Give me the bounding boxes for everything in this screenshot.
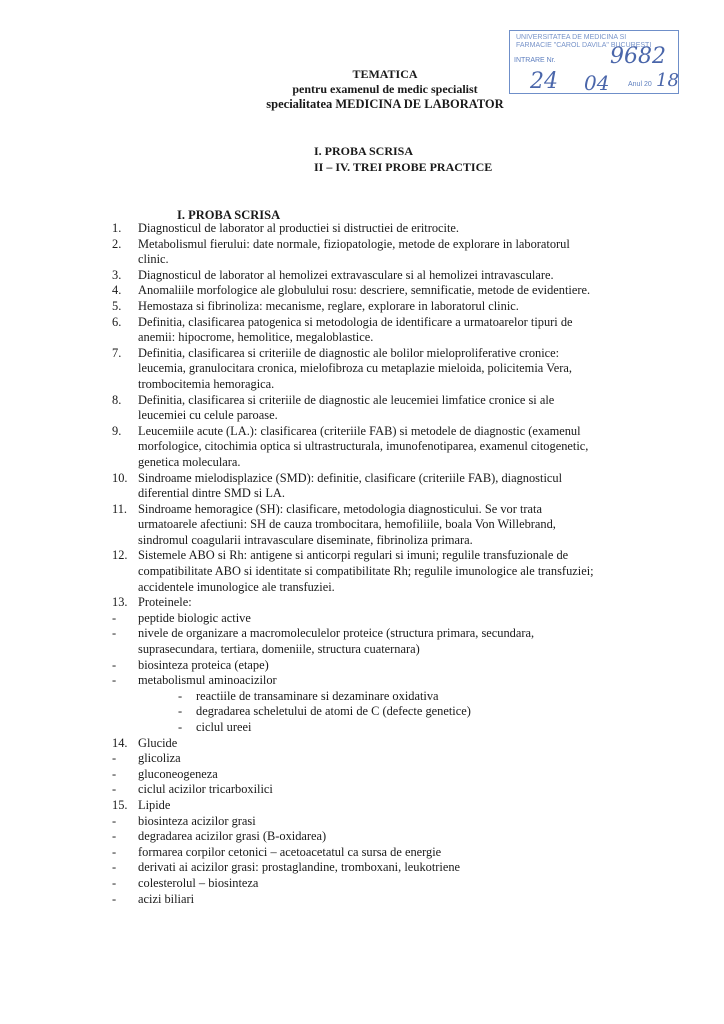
dash-marker: - bbox=[112, 751, 117, 766]
item-number: 10. bbox=[112, 470, 128, 485]
item-number: 6. bbox=[112, 314, 122, 329]
item-text: compatibilitate ABO si identitate si compatibilitate Rh; regulile imunologice ale transfuziei; bbox=[138, 564, 594, 579]
dash-marker: - bbox=[178, 720, 183, 734]
dash-marker: - bbox=[112, 844, 117, 859]
list-item bbox=[112, 283, 672, 299]
item-number: 2. bbox=[112, 236, 122, 251]
dash-marker: - bbox=[112, 875, 117, 890]
list-item bbox=[112, 595, 672, 611]
item-number: 14. bbox=[112, 735, 128, 750]
item-text: Lipide bbox=[138, 797, 171, 812]
item-number: 7. bbox=[112, 345, 122, 360]
dash-marker: - bbox=[112, 891, 117, 906]
bullet-item bbox=[112, 767, 672, 783]
bullet-text: acizi biliari bbox=[138, 891, 195, 906]
bullet-item bbox=[112, 658, 672, 674]
bullet-text: metabolismul aminoacizilor bbox=[138, 673, 277, 688]
document-subtitle: pentru examenul de medic specialist bbox=[292, 82, 478, 96]
stamp-institution-line1: UNIVERSITATEA DE MEDICINA SI bbox=[516, 34, 627, 41]
item-text: urmatoarele afectiuni: SH de cauza trombocitara, hemofiliile, boala Von Willebrand, bbox=[138, 517, 556, 532]
item-number: 12. bbox=[112, 548, 128, 563]
dash-marker: - bbox=[178, 704, 183, 719]
item-text: diferential dintre SMD si LA. bbox=[138, 486, 285, 501]
list-item bbox=[112, 736, 672, 752]
item-number: 15. bbox=[112, 797, 128, 812]
bullet-item bbox=[112, 751, 672, 767]
item-text: trombocitemia hemoragica. bbox=[138, 376, 275, 391]
sub-bullet-item bbox=[112, 704, 672, 720]
item-number: 13. bbox=[112, 595, 128, 610]
stamp-month: 04 bbox=[584, 71, 610, 95]
bullet-text: degradarea scheletului de atomi de C (defecte genetice) bbox=[196, 704, 471, 719]
bullet-text: ciclul ureei bbox=[196, 720, 252, 734]
item-text: Metabolismul fierului: date normale, fiziopatologie, metode de explorare in laboratorul bbox=[138, 236, 570, 251]
list-item bbox=[112, 221, 672, 237]
item-text: Sindroame mielodisplazice (SMD): definitie, clasificare (criteriile FAB), diagnosticul bbox=[138, 470, 563, 485]
list-item bbox=[112, 315, 672, 346]
topic-list bbox=[112, 221, 672, 907]
item-number: 8. bbox=[112, 392, 122, 407]
item-number: 9. bbox=[112, 423, 122, 438]
list-item bbox=[112, 346, 672, 393]
item-text: Diagnosticul de laborator al productiei si distructiei de eritrocite. bbox=[138, 221, 460, 235]
dash-marker: - bbox=[112, 626, 117, 641]
dash-marker: - bbox=[112, 673, 117, 688]
item-text: leucemiei cu celule paroase. bbox=[138, 408, 278, 423]
bullet-text: biosinteza acizilor grasi bbox=[138, 813, 256, 828]
item-text: sindromul coagularii intravasculare diseminate, fibrinoliza primara. bbox=[138, 532, 473, 547]
section-title: I. PROBA SCRISA bbox=[177, 208, 281, 222]
sub-bullet-item bbox=[112, 689, 672, 705]
bullet-text: glicoliza bbox=[138, 751, 181, 766]
dash-marker: - bbox=[112, 813, 117, 828]
bullet-text: degradarea acizilor grasi (B-oxidarea) bbox=[138, 829, 327, 844]
list-item bbox=[112, 502, 672, 549]
bullet-item bbox=[112, 860, 672, 876]
stamp-registration-number: 9682 bbox=[610, 44, 666, 69]
bullet-text: peptide biologic active bbox=[138, 610, 251, 625]
bullet-item bbox=[112, 782, 672, 798]
dash-marker: - bbox=[112, 657, 117, 672]
bullet-item bbox=[112, 611, 672, 627]
item-number: 3. bbox=[112, 267, 122, 282]
bullet-text: gluconeogeneza bbox=[138, 766, 218, 781]
item-text: Definitia, clasificarea si criteriile de diagnostic ale leucemiei limfatice cronice si ale bbox=[138, 392, 555, 407]
stamp-year-label: Anul 20 bbox=[628, 81, 652, 88]
item-text: leucemia, granulocitara cronica, mielofibroza cu metaplazie mieloida, policitemia Vera, bbox=[138, 361, 572, 376]
bullet-text: formarea corpilor cetonici – acetoacetatul ca sursa de energie bbox=[138, 844, 442, 859]
item-text: Anomaliile morfologice ale globulului rosu: descriere, semnificatie, metode de evidentiere. bbox=[138, 283, 591, 298]
bullet-text: ciclul acizilor tricarboxilici bbox=[138, 782, 273, 797]
list-item bbox=[112, 424, 672, 471]
list-item bbox=[112, 299, 672, 315]
dash-marker: - bbox=[112, 766, 117, 781]
bullet-text: derivati ai acizilor grasi: prostaglandine, tromboxani, leukotriene bbox=[138, 860, 461, 875]
item-text: Definitia, clasificarea si criteriile de diagnostic ale bolilor mieloproliferative cronice: bbox=[138, 345, 560, 360]
sub-bullet-item bbox=[112, 720, 672, 736]
item-number: 4. bbox=[112, 283, 122, 298]
item-text: genetica moleculara. bbox=[138, 454, 241, 469]
item-text: accidentele imunologice ale transfuziei. bbox=[138, 579, 335, 594]
bullet-text: nivele de organizare a macromoleculelor proteice (structura primara, secundara, bbox=[138, 626, 535, 641]
bullet-item bbox=[112, 892, 672, 908]
bullet-item bbox=[112, 814, 672, 830]
item-number: 1. bbox=[112, 221, 122, 235]
bullet-item bbox=[112, 845, 672, 861]
item-number: 5. bbox=[112, 298, 122, 313]
item-text: Diagnosticul de laborator al hemolizei extravasculare si al hemolizei intravasculare. bbox=[138, 267, 554, 282]
list-item bbox=[112, 268, 672, 284]
bullet-text: colesterolul – biosinteza bbox=[138, 875, 259, 890]
list-item bbox=[112, 237, 672, 268]
list-item bbox=[112, 798, 672, 814]
stamp-institution-line2: FARMACIE "CAROL DAVILA" BUCURESTI bbox=[516, 42, 652, 49]
bullet-item bbox=[112, 626, 672, 657]
item-text: clinic. bbox=[138, 252, 169, 267]
item-text: morfologice, citochimia optica si ultrastructurala, imunofenotiparea, examenul citogenetic, bbox=[138, 439, 589, 454]
bullet-text: reactiile de transaminare si dezaminare oxidativa bbox=[196, 688, 439, 703]
item-text: Sistemele ABO si Rh: antigene si anticorpi regulari si imuni; regulile transfuzionale de bbox=[138, 548, 569, 563]
bullet-item bbox=[112, 673, 672, 689]
dash-marker: - bbox=[112, 610, 117, 625]
bullet-item bbox=[112, 876, 672, 892]
item-text: Hemostaza si fibrinoliza: mecanisme, reglare, explorare in laboratorul clinic. bbox=[138, 298, 519, 313]
stamp-intrare-label: INTRARE Nr. bbox=[514, 57, 556, 64]
dash-marker: - bbox=[178, 688, 183, 703]
document-title: TEMATICA bbox=[352, 67, 418, 81]
dash-marker: - bbox=[112, 860, 117, 875]
item-text: Proteinele: bbox=[138, 595, 192, 610]
item-text: Leucemiile acute (LA.): clasificarea (criteriile FAB) si metodele de diagnostic (examenul bbox=[138, 423, 581, 438]
stamp-year-digits: 18 bbox=[656, 70, 679, 91]
item-text: Definitia, clasificarea patogenica si metodologia de identificare a urmatoarelor tipuri de bbox=[138, 314, 573, 329]
item-number: 11. bbox=[112, 501, 128, 516]
list-item bbox=[112, 471, 672, 502]
probe-written: I. PROBA SCRISA bbox=[314, 144, 414, 158]
bullet-item bbox=[112, 829, 672, 845]
item-text: Sindroame hemoragice (SH): clasificare, metodologia diagnosticului. Se vor trata bbox=[138, 501, 542, 516]
item-text: Glucide bbox=[138, 735, 178, 750]
bullet-text: suprasecundara, tertiara, domeniile, structura cuaternara) bbox=[138, 642, 420, 657]
dash-marker: - bbox=[112, 782, 117, 797]
document-specialty: specialitatea MEDICINA DE LABORATOR bbox=[266, 97, 504, 111]
stamp-day: 24 bbox=[530, 69, 558, 94]
bullet-text: biosinteza proteica (etape) bbox=[138, 657, 269, 672]
probe-practical: II – IV. TREI PROBE PRACTICE bbox=[314, 160, 493, 174]
list-item bbox=[112, 548, 672, 595]
dash-marker: - bbox=[112, 829, 117, 844]
list-item bbox=[112, 393, 672, 424]
item-text: anemii: hipocrome, hemolitice, megaloblastice. bbox=[138, 330, 374, 345]
